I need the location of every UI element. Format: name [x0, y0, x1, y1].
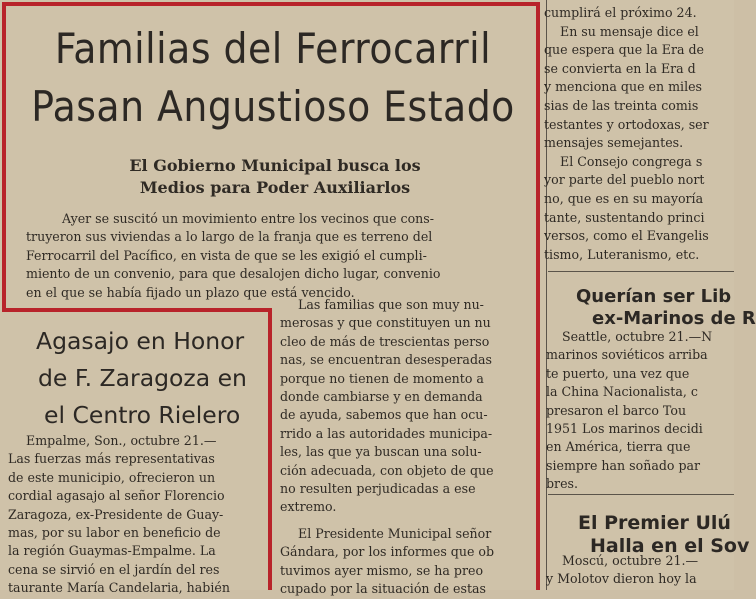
right-line: yor parte del pueblo nort	[544, 172, 705, 188]
marinos-line: siempre han soñado par	[546, 457, 701, 473]
article-line: porque no tienen de momento a	[280, 370, 484, 386]
red-frame-inner	[268, 308, 272, 590]
agasajo-line: Las fuerzas más representativas	[8, 451, 215, 467]
right-line: cumplirá el próximo 24.	[544, 5, 697, 20]
article-line: cupado por la situación de estas	[280, 581, 487, 597]
right-line: tismo, Luteranismo, etc.	[544, 246, 700, 262]
agasajo-line: mas, por su labor en beneficio de	[8, 525, 221, 541]
article-line: cleo de más de trescientas perso	[280, 333, 490, 349]
agasajo-line: la región Guaymas-Empalme. La	[8, 543, 216, 559]
article-line: en el que se había fijado un plazo que está vencido.	[26, 284, 355, 300]
article-line: donde cambiarse y en demanda	[280, 389, 483, 405]
headline-line: Pasan Angustioso Estado	[31, 82, 515, 131]
premier-headline-line: Halla en el Sov	[590, 535, 750, 557]
agasajo-line: cordial agasajo al señor Florencio	[8, 488, 225, 504]
right-line: tante, sustentando princi	[544, 209, 705, 225]
red-frame-right	[536, 2, 540, 590]
article-line: tuvimos ayer mismo, se ha preo	[280, 562, 484, 578]
marinos-headline	[576, 286, 756, 330]
article-line	[280, 517, 532, 525]
right-line: versos, como el Evangelis	[544, 228, 709, 244]
marinos-line: bres.	[546, 476, 579, 492]
red-frame-left	[2, 2, 6, 312]
article-line: Ferrocarril del Pacífico, en vista de que se les exigió el cumpli-	[26, 247, 427, 263]
subheadline	[40, 155, 510, 199]
premier-line: y Molotov dieron hoy la	[546, 571, 697, 587]
right-column-top	[544, 4, 734, 264]
headline-line: Familias del Ferrocarril	[54, 24, 492, 73]
right-line: testantes y ortodoxas, ser	[544, 116, 709, 132]
article-line: merosas y que constituyen un nu	[280, 315, 491, 331]
premier-line: Moscú, octubre 21.—	[562, 553, 699, 568]
right-line: mensajes semejantes.	[544, 135, 684, 151]
article-line: ción adecuada, con objeto de que	[280, 462, 494, 478]
marinos-headline-line: ex-Marinos de R	[592, 308, 756, 329]
section-rule	[548, 271, 734, 272]
agasajo-line: Zaragoza, ex-Presidente de Guay-	[8, 506, 224, 522]
red-frame-mid	[2, 308, 272, 312]
article-line: de ayuda, sabemos que han ocu-	[280, 407, 488, 423]
main-article-column	[280, 296, 532, 599]
marinos-line: la China Nacionalista, c	[546, 384, 698, 400]
subheadline-line: El Gobierno Municipal busca los	[129, 156, 421, 175]
right-line: se convierta en la Era d	[544, 60, 696, 76]
marinos-body	[546, 328, 734, 494]
agasajo-body	[8, 432, 266, 598]
marinos-line: presaron el barco Tou	[546, 402, 687, 418]
agasajo-headline-line: de F. Zaragoza en	[38, 364, 247, 392]
subheadline-line: Medios para Poder Auxiliarlos	[139, 178, 411, 197]
agasajo-headline-line: Agasajo en Honor	[36, 327, 245, 355]
marinos-line: marinos soviéticos arriba	[546, 347, 708, 363]
article-line: no resulten perjudicadas a ese	[280, 481, 476, 497]
article-line: rrido a las autoridades municipa-	[280, 425, 493, 441]
section-rule	[548, 494, 734, 495]
main-article-lead	[26, 210, 530, 302]
article-line: les, las que ya buscan una solu-	[280, 444, 482, 460]
right-line: que espera que la Era de	[544, 42, 704, 58]
marinos-line: 1951 Los marinos decidi	[546, 421, 703, 437]
premier-headline-line: El Premier Ulú	[578, 512, 731, 534]
agasajo-headline	[18, 323, 268, 434]
article-line: nas, se encuentran desesperadas	[280, 352, 492, 368]
right-line: En su mensaje dice el	[560, 23, 699, 39]
main-headline	[18, 20, 528, 136]
article-line: truyeron sus viviendas a lo largo de la franja que es terreno del	[26, 229, 433, 245]
right-line: sias de las treinta comis	[544, 97, 699, 113]
agasajo-headline-line: el Centro Rielero	[44, 401, 241, 429]
right-line: El Consejo congrega s	[560, 153, 703, 169]
marinos-headline-line: Querían ser Lib	[576, 286, 732, 307]
agasajo-line: taurante María Candelaria, habién	[8, 580, 230, 596]
red-frame-top	[2, 2, 540, 6]
article-line: El Presidente Municipal señor	[298, 525, 492, 541]
marinos-line: te puerto, una vez que	[546, 365, 690, 381]
premier-body	[546, 552, 734, 589]
article-line: extremo.	[280, 499, 337, 515]
article-line: Ayer se suscitó un movimiento entre los vecinos que cons-	[62, 211, 435, 226]
agasajo-line: Empalme, Son., octubre 21.—	[26, 433, 217, 448]
article-line: Las familias que son muy nu-	[298, 297, 484, 312]
agasajo-line: de este municipio, ofrecieron un	[8, 469, 216, 485]
marinos-line: en América, tierra que	[546, 439, 691, 455]
article-line: Gándara, por los informes que ob	[280, 544, 495, 560]
right-line: no, que es en su mayoría	[544, 190, 704, 206]
marinos-line: Seattle, octubre 21.—N	[562, 329, 713, 344]
agasajo-line: cena se sirvió en el jardín del res	[8, 561, 220, 577]
article-line: miento de un convenio, para que desalojen dicho lugar, convenio	[26, 266, 441, 282]
right-line: y menciona que en miles	[544, 79, 703, 95]
